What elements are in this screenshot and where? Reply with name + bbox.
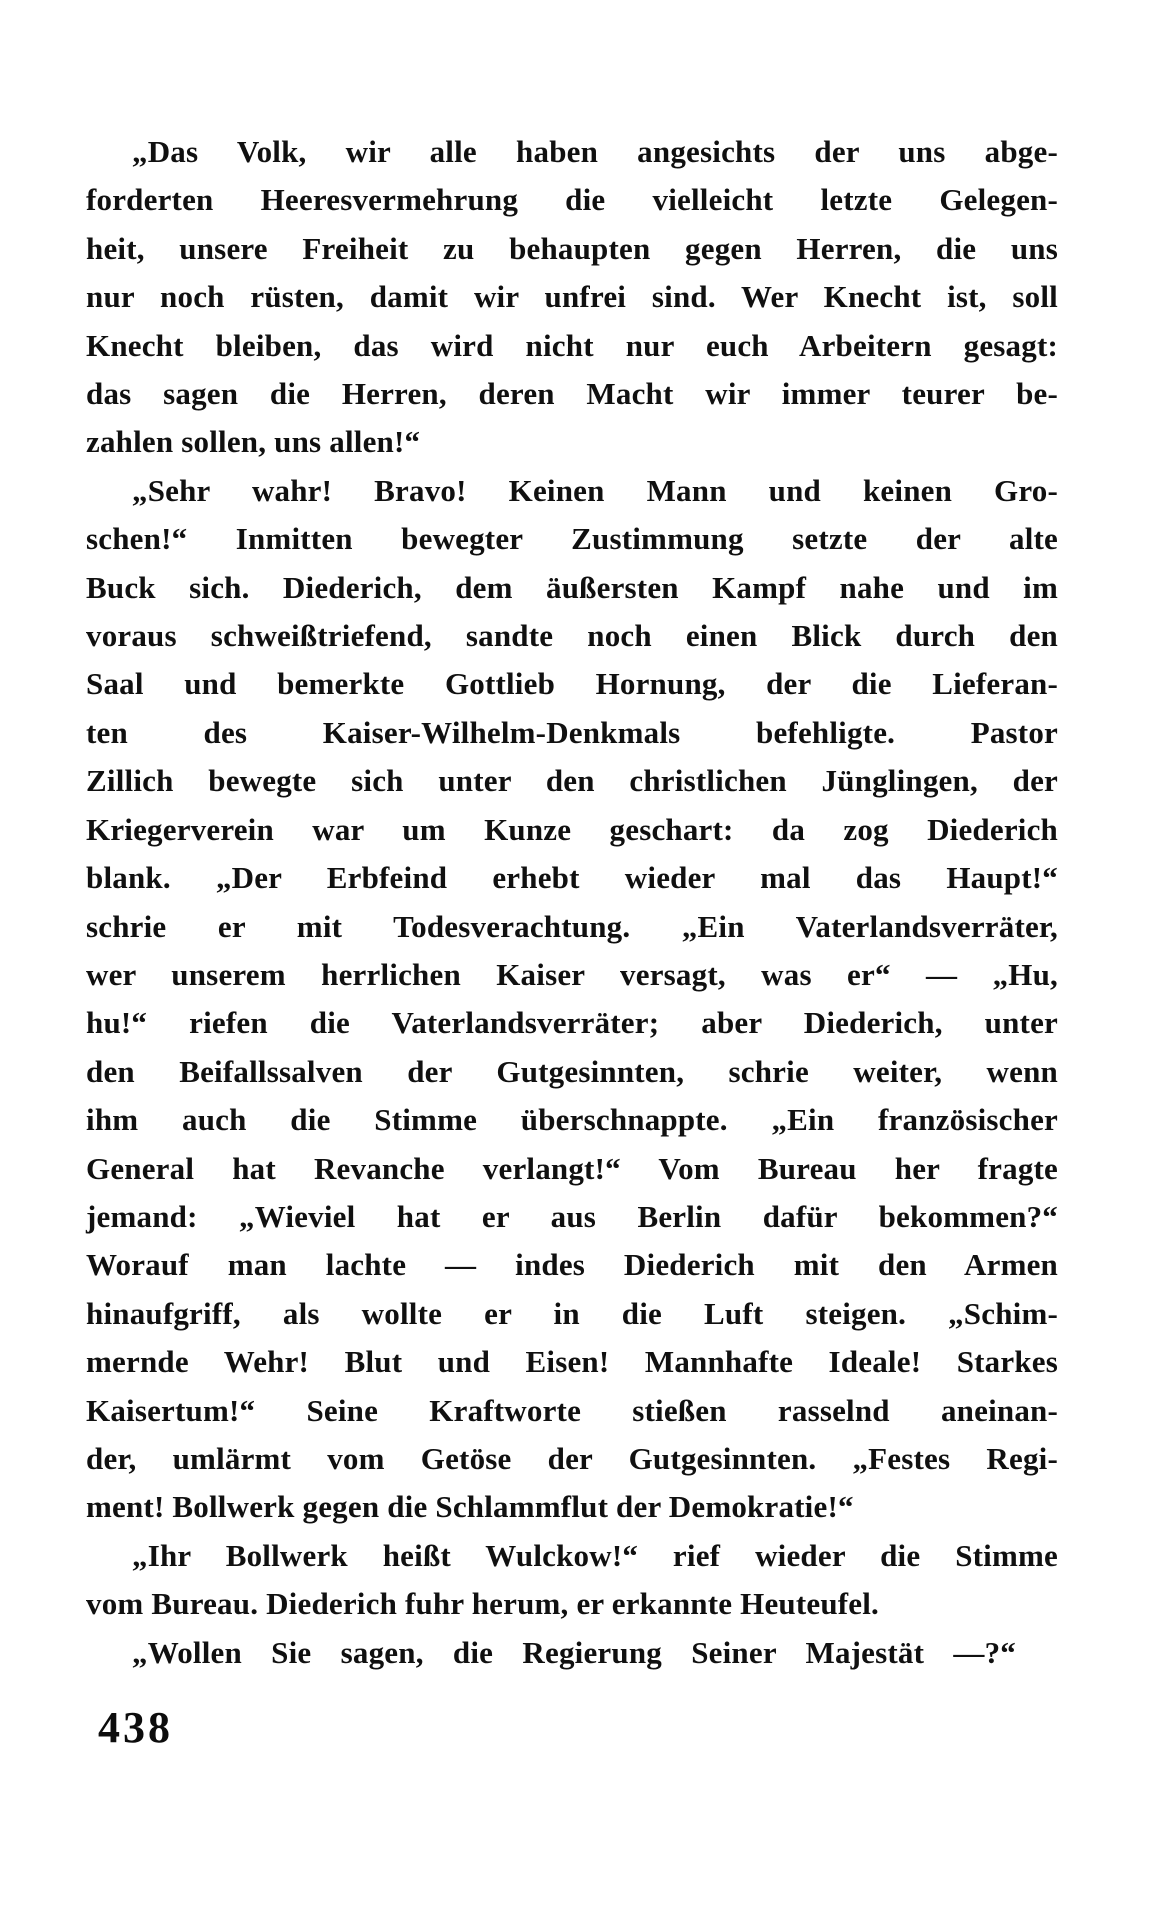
text-line: schrie er mit Todesverachtung. „Ein Vaterlandsverräter, xyxy=(86,908,1058,944)
paragraph xyxy=(86,128,1058,467)
text-line: wer unserem herrlichen Kaiser versagt, was er“ — „Hu, xyxy=(86,956,1058,992)
text-line: Kriegerverein war um Kunze geschart: da zog Diederich xyxy=(86,811,1058,847)
text-line: Zillich bewegte sich unter den christlichen Jünglingen, der xyxy=(86,763,1058,799)
text-block xyxy=(86,128,1058,1677)
text-line: blank. „Der Erbfeind erhebt wieder mal das Haupt!“ xyxy=(86,860,1058,896)
page-number: 438 xyxy=(98,1703,173,1752)
text-line: den Beifallssalven der Gutgesinnten, schrie weiter, wenn xyxy=(86,1053,1058,1089)
paragraph xyxy=(86,467,1058,1532)
text-line: mernde Wehr! Blut und Eisen! Mannhafte Ideale! Starkes xyxy=(86,1344,1058,1380)
text-line: „Ihr Bollwerk heißt Wulckow!“ rief wieder die Stimme xyxy=(132,1537,1058,1573)
text-line: der, umlärmt vom Getöse der Gutgesinnten. „Festes Regi- xyxy=(86,1440,1058,1476)
text-line: Worauf man lachte — indes Diederich mit den Armen xyxy=(86,1247,1058,1283)
text-line: „Das Volk, wir alle haben angesichts der uns abge- xyxy=(132,134,1058,169)
text-line: forderten Heeresvermehrung die vielleicht letzte Gelegen- xyxy=(86,182,1058,218)
text-line: nur noch rüsten, damit wir unfrei sind. Wer Knecht ist, soll xyxy=(86,279,1058,315)
text-line: ihm auch die Stimme überschnappte. „Ein französischer xyxy=(86,1102,1058,1138)
text-line: das sagen die Herren, deren Macht wir immer teurer be- xyxy=(86,376,1058,412)
text-line: ment! Bollwerk gegen die Schlammflut der Demokratie!“ xyxy=(86,1489,854,1525)
text-line: hu!“ riefen die Vaterlandsverräter; aber Diederich, unter xyxy=(86,1005,1058,1041)
paragraph xyxy=(86,1629,1058,1677)
text-line: ten des Kaiser-Wilhelm-Denkmals befehligte. Pastor xyxy=(86,714,1058,750)
text-line: hinaufgriff, als wollte er in die Luft steigen. „Schim- xyxy=(86,1295,1058,1331)
text-line: Saal und bemerkte Gottlieb Hornung, der die Lieferan- xyxy=(86,666,1058,702)
paragraph xyxy=(86,1532,1058,1629)
text-line: zahlen sollen, uns allen!“ xyxy=(86,424,421,460)
text-line: Knecht bleiben, das wird nicht nur euch Arbeitern gesagt: xyxy=(86,327,1058,363)
text-line: Buck sich. Diederich, dem äußersten Kampf nahe und im xyxy=(86,569,1058,605)
text-line: schen!“ Inmitten bewegter Zustimmung setzte der alte xyxy=(86,521,1058,557)
text-line: vom Bureau. Diederich fuhr herum, er erkannte Heuteufel. xyxy=(86,1586,880,1622)
text-line: General hat Revanche verlangt!“ Vom Bureau her fragte xyxy=(86,1150,1058,1186)
text-line: „Wollen Sie sagen, die Regierung Seiner Majestät —?“ xyxy=(132,1634,1016,1670)
text-line: voraus schweißtriefend, sandte noch einen Blick durch den xyxy=(86,618,1058,654)
text-line: heit, unsere Freiheit zu behaupten gegen Herren, die uns xyxy=(86,230,1058,266)
text-line: Kaisertum!“ Seine Kraftworte stießen rasselnd aneinan- xyxy=(86,1392,1058,1428)
text-line: jemand: „Wieviel hat er aus Berlin dafür bekommen?“ xyxy=(86,1198,1058,1234)
text-line: „Sehr wahr! Bravo! Keinen Mann und keinen Gro- xyxy=(132,472,1058,508)
